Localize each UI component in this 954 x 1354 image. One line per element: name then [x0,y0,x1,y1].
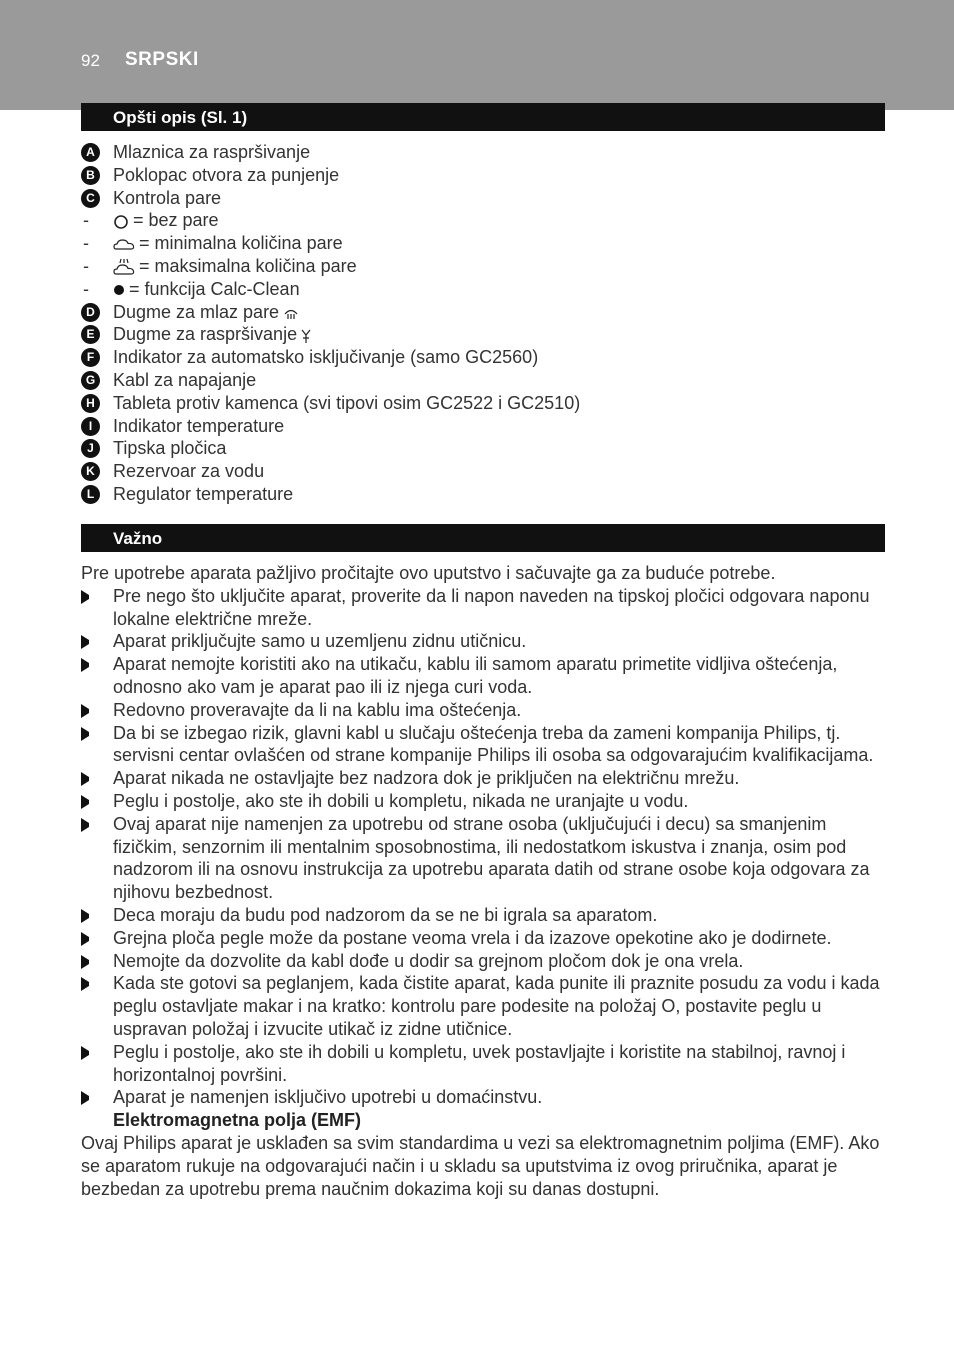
list-item [81,278,881,301]
section-title-important: Važno [81,524,885,552]
part-letter-badge: K [81,462,100,481]
warning-text: Da bi se izbegao rizik, glavni kabl u slučaju oštećenja treba da zameni kompanija Philips, tj. servisni centar ovlašćen od strane kompanije Philips ili osoba sa odgovarajućim kvalifikacijama. [113,722,874,766]
warning-item [81,722,881,768]
warning-text: Aparat je namenjen isključivo upotrebi u domaćinstvu. [113,1087,543,1108]
part-letter-badge: D [81,303,100,322]
list-item-text: Indikator za automatsko isključivanje (samo GC2560) [113,347,539,368]
warning-text: Aparat nikada ne ostavljajte bez nadzora dok je priključen na električnu mrežu. [113,768,740,789]
warning-text: Deca moraju da budu pod nadzorom da se ne bi igrala sa aparatom. [113,904,658,925]
emf-title: Elektromagnetna polja (EMF) [113,1110,362,1131]
bullet-arrow-icon [81,635,89,649]
warning-item [81,1086,881,1109]
warning-text: Ovaj aparat nije namenjen za upotrebu od strane osoba (uključujući i decu) sa smanjenim fizičkim, senzornim ili mentalnim sposobnostima, ili nedostatkom iskustva i znanja, osim pod nadzorom ili na osnovu instrukcija za upotrebu aparata datih od strane osobe koja odgovara za njihovu bezbednost. [113,813,870,903]
list-item [81,460,881,483]
warning-item [81,790,881,813]
language-title: SRPSKI [125,49,199,70]
part-letter-badge: G [81,371,100,390]
warning-item [81,653,881,699]
list-item-text: Indikator temperature [113,415,285,436]
part-letter-badge: J [81,439,100,458]
bullet-arrow-icon [81,909,89,923]
bullet-arrow-icon [81,590,89,604]
bullet-arrow-icon [81,795,89,809]
list-item [81,437,881,460]
list-item-text: = funkcija Calc-Clean [129,278,300,299]
part-letter-badge: A [81,143,100,162]
steam-max-icon [113,256,139,276]
header-band [0,0,954,110]
dash-marker: - [83,255,89,276]
list-item [81,346,881,369]
dash-marker: - [83,210,89,231]
list-item-text: Regulator temperature [113,483,294,504]
list-item-text: Dugme za raspršivanje [113,324,298,345]
warning-text: Peglu i postolje, ako ste ih dobili u kompletu, nikada ne uranjajte u vodu. [113,790,689,811]
warning-item [81,950,881,973]
list-item-text: = bez pare [133,210,219,231]
list-item-text: Rezervoar za vodu [113,461,265,482]
list-item [81,209,881,232]
section-title-general-description: Opšti opis (Sl. 1) [81,103,885,131]
bullet-arrow-icon [81,977,89,991]
list-item-text: Tableta protiv kamenca (svi tipovi osim GC2522 i GC2510) [113,392,581,413]
bullet-arrow-icon [81,1046,89,1060]
list-item-text: = minimalna količina pare [139,233,343,254]
bullet-arrow-icon [81,818,89,832]
bullet-arrow-icon [81,1091,89,1105]
list-item-text: Kontrola pare [113,187,222,208]
part-letter-badge: F [81,348,100,367]
warning-item [81,904,881,927]
steam-min-icon [113,233,139,253]
warning-text: Redovno proveravajte da li na kablu ima oštećenja. [113,699,522,720]
warning-text: Pre nego što uključite aparat, proverite da li napon naveden na tipskoj pločici odgovara naponu lokalne električne mreže. [113,585,870,629]
part-letter-badge: H [81,394,100,413]
part-letter-badge: C [81,189,100,208]
steam-off-icon [113,210,133,230]
warning-text: Nemojte da dozvolite da kabl dođe u dodir sa grejnom pločom dok je ona vrela. [113,950,744,971]
bullet-arrow-icon [81,955,89,969]
parts-list [81,141,881,506]
warning-item [81,972,881,1040]
warning-item [81,767,881,790]
list-item [81,141,881,164]
calc-clean-dot-icon [113,279,129,299]
bullet-arrow-icon [81,704,89,718]
list-item-text: Dugme za mlaz pare [113,301,280,322]
dash-marker: - [83,278,89,299]
list-item [81,301,881,324]
warning-text: Aparat priključujte samo u uzemljenu zidnu utičnicu. [113,631,527,652]
bullet-arrow-icon [81,772,89,786]
warning-item [81,813,881,904]
warning-text: Kada ste gotovi sa peglanjem, kada čistite aparat, kada punite ili praznite posudu za vodu i kada peglu ostavljate makar i na kratko: kontrolu pare podesite na položaj O, postavite peglu u uspravan položaj i izvucite utikač iz zidne utičnice. [113,973,880,1039]
part-letter-badge: L [81,485,100,504]
part-letter-badge: I [81,417,100,436]
list-item-text: Poklopac otvora za punjenje [113,164,340,185]
list-item-text: Mlaznica za raspršivanje [113,142,311,162]
bullet-arrow-icon [81,932,89,946]
list-item [81,164,881,187]
bullet-arrow-icon [81,727,89,741]
warning-item [81,699,881,722]
part-letter-badge: E [81,325,100,344]
page-number: 92 [81,51,100,70]
warning-item [81,585,881,631]
list-item [81,187,881,210]
dash-marker: - [83,233,89,254]
list-item [81,232,881,255]
list-item [81,369,881,392]
bullet-arrow-icon [81,658,89,672]
warning-item [81,927,881,950]
warning-text: Aparat nemojte koristiti ako na utikaču, kablu ili samom aparatu primetite vidljiva oštećenja, odnosno ako vam je aparat pao ili iz njega curi voda. [113,654,838,697]
list-item [81,483,881,506]
list-item [81,323,881,346]
list-item [81,415,881,438]
list-item [81,392,881,415]
list-item-text: = maksimalna količina pare [139,255,357,276]
warning-text: Grejna ploča pegle može da postane veoma vrela i da izazove opekotine ako je dodirnete. [113,927,832,948]
steam-shot-icon [279,302,299,322]
part-letter-badge: B [81,166,100,185]
important-intro: Pre upotrebe aparata pažljivo pročitajte ovo uputstvo i sačuvajte ga za buduće potrebe. [81,563,776,583]
warning-text: Peglu i postolje, ako ste ih dobili u kompletu, uvek postavljajte i koristite na stabilnoj, ravnoj i horizontalnoj površini. [113,1041,846,1085]
warning-list [81,585,881,1109]
important-content [81,562,881,1200]
warning-item [81,1041,881,1087]
list-item [81,255,881,278]
warning-item [81,630,881,653]
list-item-text: Kabl za napajanje [113,369,257,390]
emf-text: Ovaj Philips aparat je usklađen sa svim standardima u vezi sa elektromagnetnim poljima (EMF). Ako se aparatom rukuje na odgovarajući način i u skladu sa uputstvima iz ovog priručnika, aparat je bezbedan za upotrebu prema naučnim dokazima koji su danas dostupni. [81,1132,880,1199]
list-item-text: Tipska pločica [113,438,227,459]
spray-icon [297,324,312,344]
